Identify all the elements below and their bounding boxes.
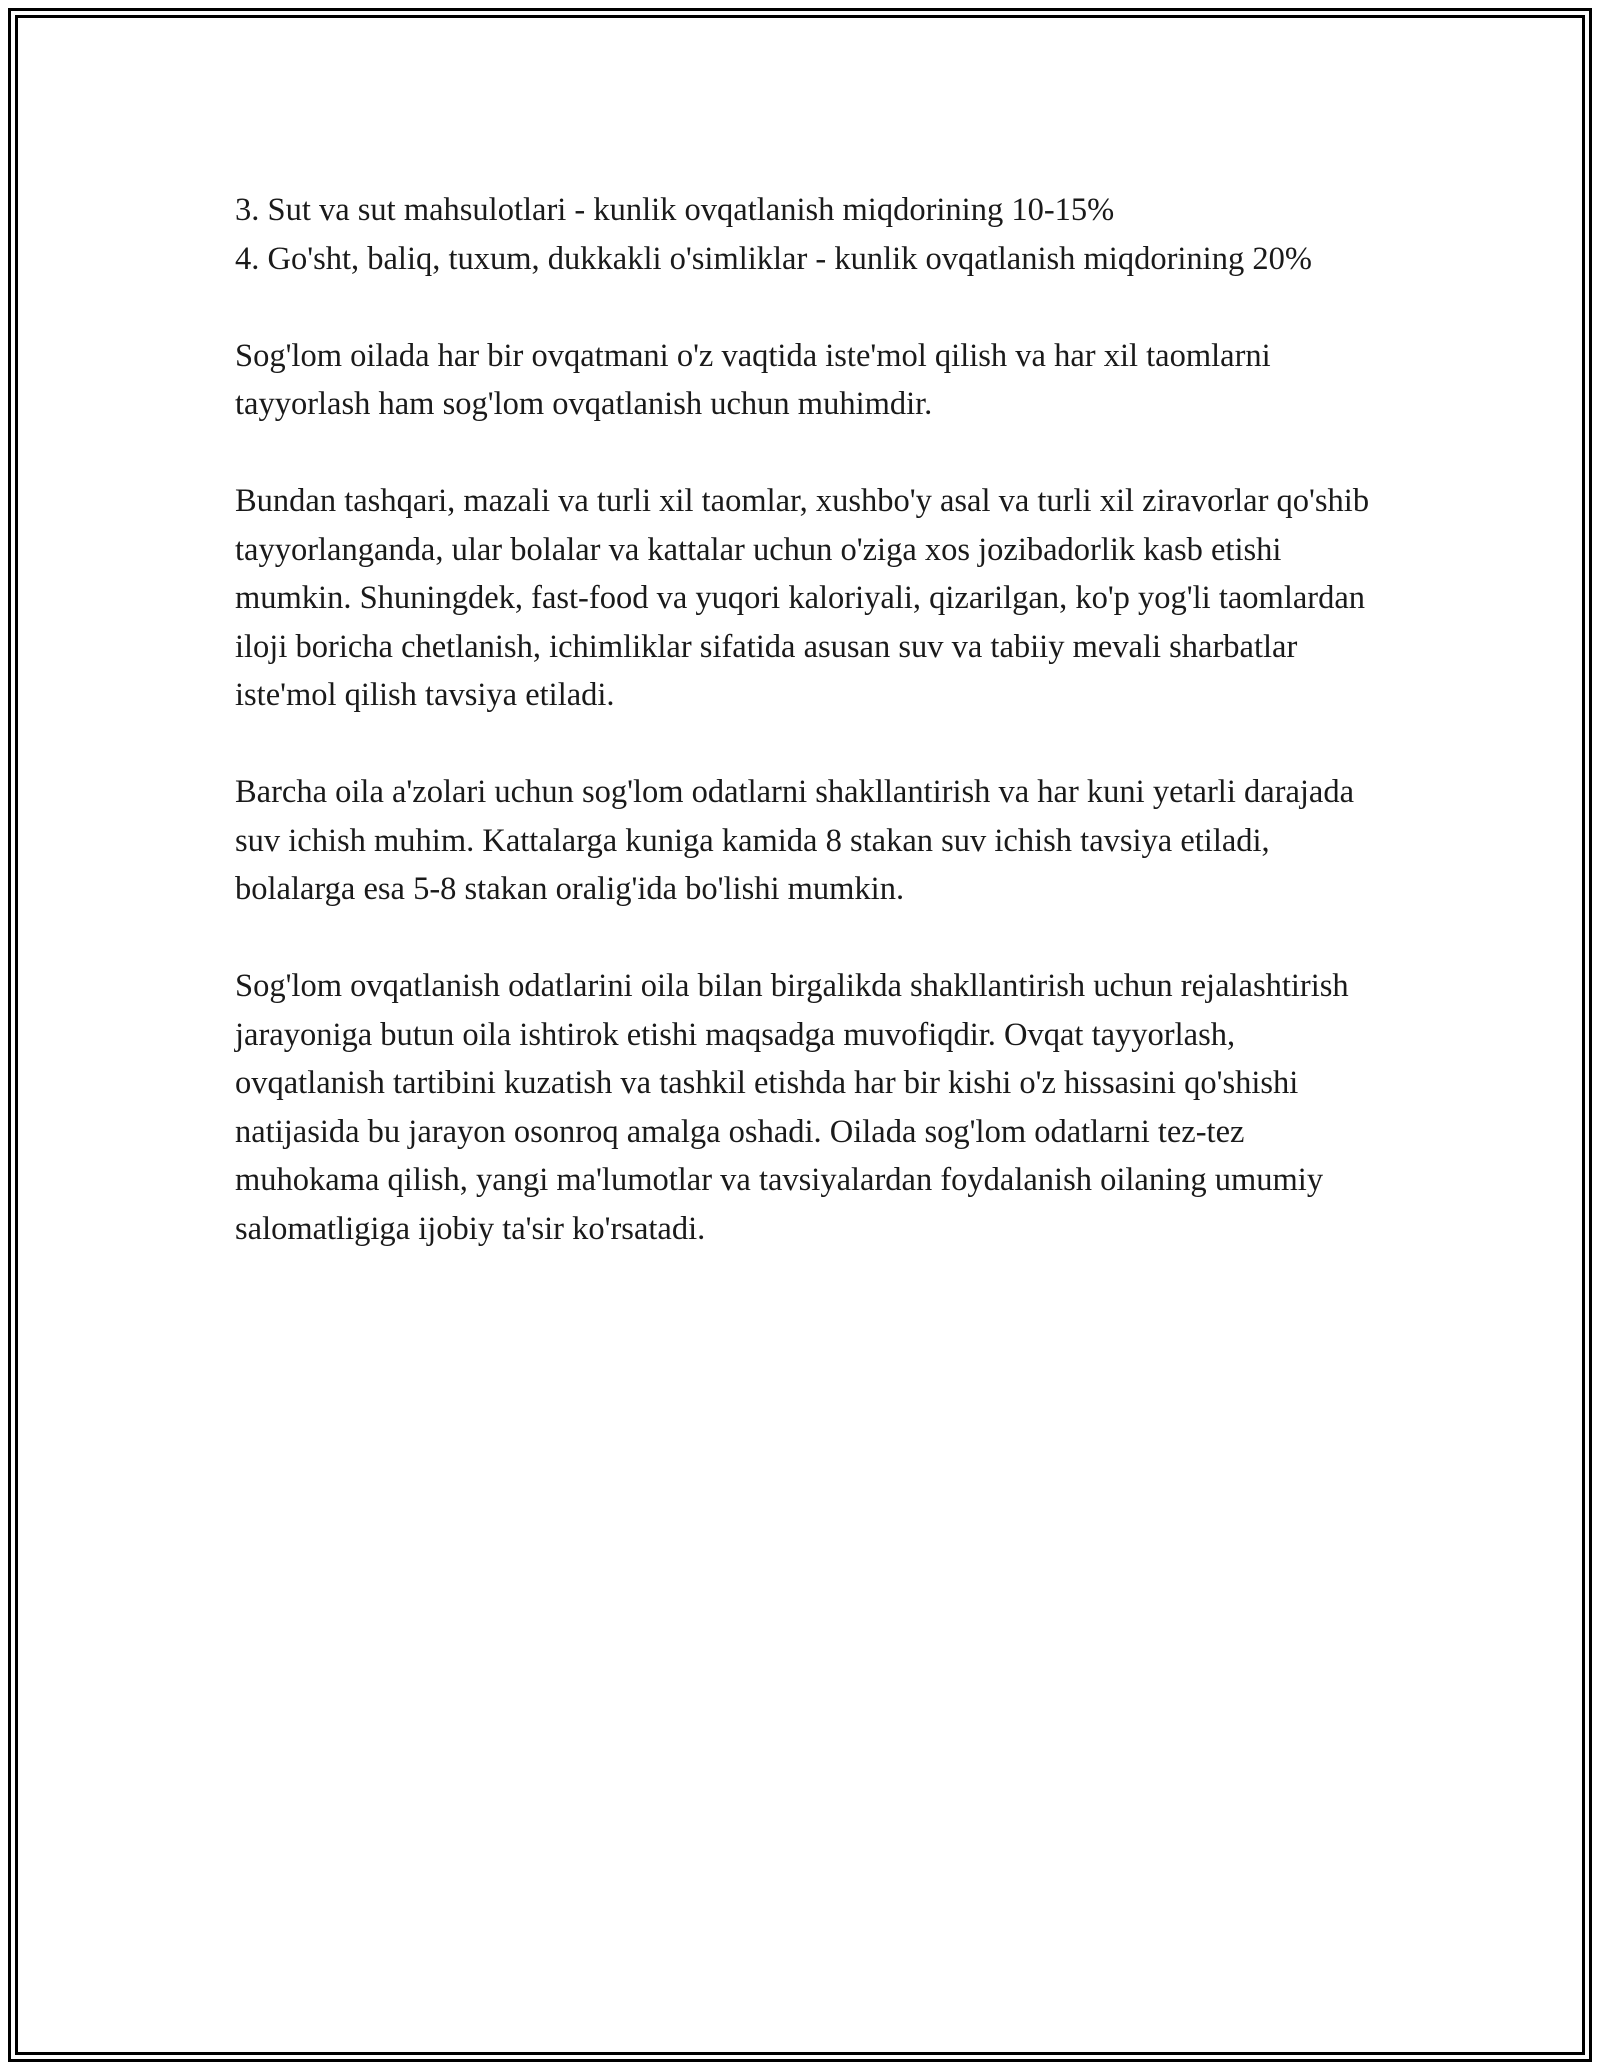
paragraph-meal-timing: Sog'lom oilada har bir ovqatmani o'z vaqtida iste'mol qilish va har xil taomlarni tayyorlash ham sog'lom ovqatlanish uchun muhimdir. bbox=[235, 337, 1271, 422]
list-item-dairy: 3. Sut va sut mahsulotlari - kunlik ovqatlanish miqdorining 10-15% bbox=[235, 192, 1115, 228]
paragraph-varied-dishes: Bundan tashqari, mazali va turli xil taomlar, xushbo'y asal va turli xil ziravorlar qo'shib tayyorlanganda, ular bolalar va kattalar uchun o'ziga xos jozibadorlik kasb etishi mumkin. Shuningdek, fast-food va yuqori kaloriyali, qizarilgan, ko'p yog'li taomlardan iloji boricha chetlanish, ichimliklar sifatida asusan suv va tabiiy mevali sharbatlar iste'mol qilish tavsiya etiladi. bbox=[235, 483, 1370, 713]
paragraph-family-habits: Sog'lom ovqatlanish odatlarini oila bilan birgalikda shakllantirish uchun rejalashtirish jarayoniga butun oila ishtirok etishi maqsadga muvofiqdir. Ovqat tayyorlash, ovqatlanish tartibini kuzatish va tashkil etishda har bir kishi o'z hissasini qo'shishi natijasida bu jarayon osonroq amalga oshadi. Oilada sog'lom odatlarni tez-tez muhokama qilish, yangi ma'lumotlar va tavsiyalardan foydalanish oilaning umumiy salomatligiga ijobiy ta'sir ko'rsatadi. bbox=[235, 968, 1349, 1247]
document-body bbox=[235, 186, 1385, 1253]
food-proportion-list bbox=[235, 186, 1385, 283]
paragraph-water-intake: Barcha oila a'zolari uchun sog'lom odatlarni shakllantirish va har kuni yetarli darajada suv ichish muhim. Kattalarga kuniga kamida 8 stakan suv ichish tavsiya etiladi, bolalarga esa 5-8 stakan oralig'ida bo'lishi mumkin. bbox=[235, 774, 1355, 907]
list-item-protein: 4. Go'sht, baliq, tuxum, dukkakli o'simliklar - kunlik ovqatlanish miqdorining 20% bbox=[235, 240, 1312, 277]
